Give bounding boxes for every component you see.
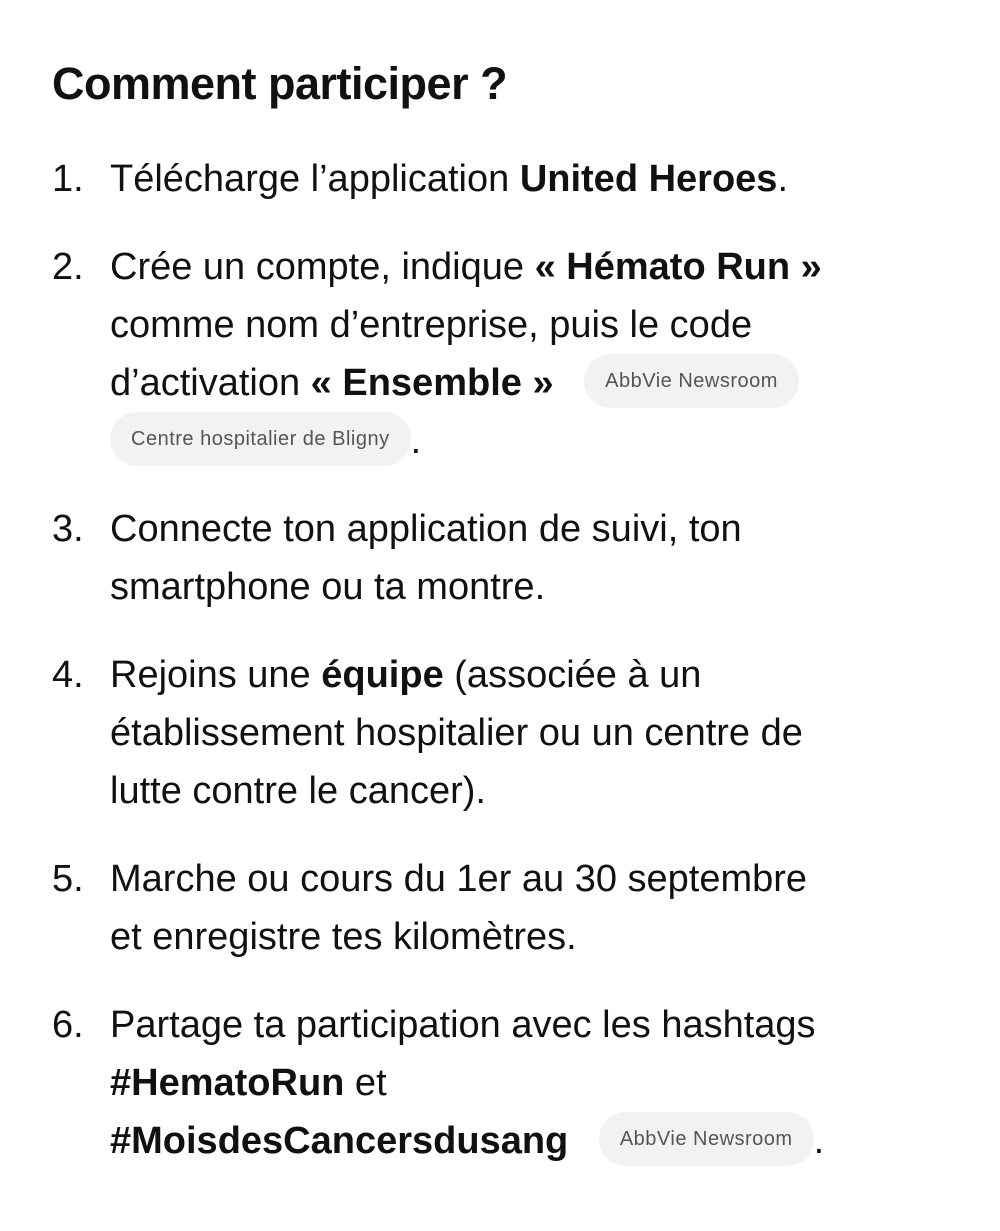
list-item [52,500,982,616]
item-text: Crée un compte, indique [110,246,535,288]
source-chip-bligny[interactable]: Centre hospitalier de Bligny [110,412,411,466]
hashtag-hematorun: #HematoRun [110,1062,345,1104]
source-chip-abbvie[interactable]: AbbVie Newsroom [584,354,799,408]
item-text: Télécharge l’application [110,158,520,200]
item-text: Marche ou cours du 1er au 30 septembre [110,858,808,900]
item-text: et [344,1062,387,1104]
list-item [52,646,982,820]
item-text: Partage ta participation avec les hashtags [110,1004,816,1046]
company-name: « Hémato Run » [534,246,822,288]
item-text: et enregistre tes kilomètres. [110,916,577,958]
activation-code: « Ensemble » [310,362,554,404]
item-text: comme nom d’entreprise, puis le code [110,304,753,346]
item-number: 2. [52,246,84,288]
hashtag-moisdescancers: #MoisdesCancersdusang [110,1120,569,1162]
item-text: . [813,1120,825,1162]
item-text: d’activation [110,362,311,404]
steps-list [52,150,982,1200]
page-title: Comment participer ? [52,58,508,109]
list-item [52,238,982,470]
item-number: 1. [52,158,84,200]
list-item [52,850,982,966]
item-number: 6. [52,1004,84,1046]
item-text: Rejoins une [110,654,322,696]
item-number: 5. [52,858,84,900]
list-item [52,996,982,1170]
item-text: smartphone ou ta montre. [110,566,546,608]
item-text: lutte contre le cancer). [110,770,486,812]
team-word: équipe [321,654,444,696]
item-text: (associée à un [443,654,702,696]
item-text: Connecte ton application de suivi, ton [110,508,742,550]
item-text: établissement hospitalier ou un centre de [110,712,803,754]
app-name: United Heroes [519,158,778,200]
list-item [52,150,982,208]
source-chip-abbvie[interactable]: AbbVie Newsroom [599,1112,814,1166]
item-number: 3. [52,508,84,550]
item-text: . [410,420,422,462]
item-number: 4. [52,654,84,696]
item-text: . [777,158,788,200]
